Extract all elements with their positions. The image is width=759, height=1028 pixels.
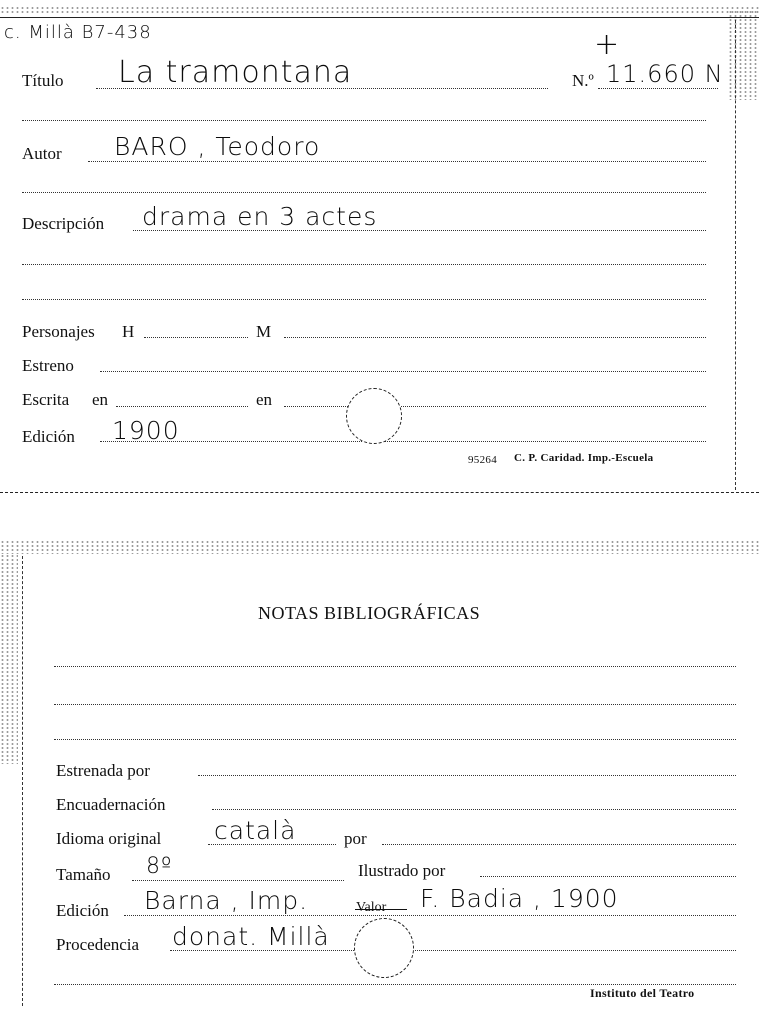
personajes-m-line xyxy=(284,337,706,338)
blank-line xyxy=(22,299,706,300)
card-right-edge xyxy=(735,20,736,490)
autor-label: Autor xyxy=(22,144,62,163)
encuadernacion-line xyxy=(212,809,736,810)
top-note: c. Millà B7-438 xyxy=(4,22,152,43)
idioma-label: Idioma original xyxy=(56,829,162,848)
personajes-label: Personajes xyxy=(22,322,95,341)
edicion-line xyxy=(100,441,706,442)
scan-edge-noise xyxy=(728,10,759,100)
edicion2-value-a: Barna , Imp. xyxy=(144,886,309,915)
personajes-m-label: M xyxy=(256,322,272,341)
blank-line xyxy=(22,264,706,265)
tamano-value: 8º xyxy=(146,854,173,879)
escrita-label: Escrita xyxy=(22,390,70,409)
idioma-por-line xyxy=(382,844,736,845)
autor-line xyxy=(88,161,706,162)
scan-edge-noise xyxy=(0,554,18,764)
scan-edge-noise xyxy=(0,6,759,14)
card-bottom-edge xyxy=(0,492,759,493)
autor-value: BARO , Teodoro xyxy=(114,132,321,161)
blank-line xyxy=(22,120,706,121)
blank-line xyxy=(22,192,706,193)
footer-institution: Instituto del Teatro xyxy=(590,986,695,1000)
blank-line xyxy=(54,739,736,740)
notas-heading: NOTAS BIBLIOGRÁFICAS xyxy=(258,603,481,623)
ilustrado-label: Ilustrado por xyxy=(358,861,446,880)
estreno-line xyxy=(100,371,706,372)
personajes-h-label: H xyxy=(122,322,135,341)
escrita-en1-label: en xyxy=(92,390,109,409)
num-line xyxy=(598,88,718,89)
printer-code: 95264 xyxy=(468,454,497,466)
blank-line xyxy=(54,704,736,705)
punch-hole xyxy=(354,918,414,978)
escrita-en2-label: en xyxy=(256,390,273,409)
card-top-edge xyxy=(0,17,759,18)
num-label: N.º xyxy=(572,71,594,90)
idioma-por-label: por xyxy=(344,829,367,848)
descripcion-value: drama en 3 actes xyxy=(142,202,378,231)
procedencia-label: Procedencia xyxy=(56,935,140,954)
escrita-line-1 xyxy=(116,406,248,407)
num-value: 11.660 N xyxy=(606,60,724,88)
tamano-label: Tamaño xyxy=(56,865,111,884)
titulo-value: La tramontana xyxy=(118,55,353,90)
edicion2-value-b: F. Badia , 1900 xyxy=(420,884,619,913)
card-left-edge xyxy=(22,556,23,1006)
procedencia-value: donat. Millà xyxy=(172,922,330,951)
valor-strike xyxy=(355,909,407,910)
edicion-label: Edición xyxy=(22,427,75,446)
encuadernacion-label: Encuadernación xyxy=(56,795,166,814)
blank-line xyxy=(54,984,736,985)
estrenada-label: Estrenada por xyxy=(56,761,150,780)
titulo-label: Título xyxy=(22,71,64,90)
ilustrado-line xyxy=(480,876,736,877)
num-mark: + xyxy=(594,27,621,62)
printer-name: C. P. Caridad. Imp.-Escuela xyxy=(514,452,654,464)
edicion-value: 1900 xyxy=(112,416,180,445)
punch-hole xyxy=(346,388,402,444)
blank-line xyxy=(54,666,736,667)
idioma-value: català xyxy=(214,816,297,845)
scan-edge-noise xyxy=(0,540,759,554)
descripcion-label: Descripción xyxy=(22,214,105,233)
edicion2-line xyxy=(124,915,736,916)
edicion2-label: Edición xyxy=(56,901,109,920)
estreno-label: Estreno xyxy=(22,356,74,375)
tamano-line xyxy=(132,880,344,881)
personajes-h-line xyxy=(144,337,248,338)
estrenada-line xyxy=(198,775,736,776)
valor-label: Valor xyxy=(356,900,387,915)
